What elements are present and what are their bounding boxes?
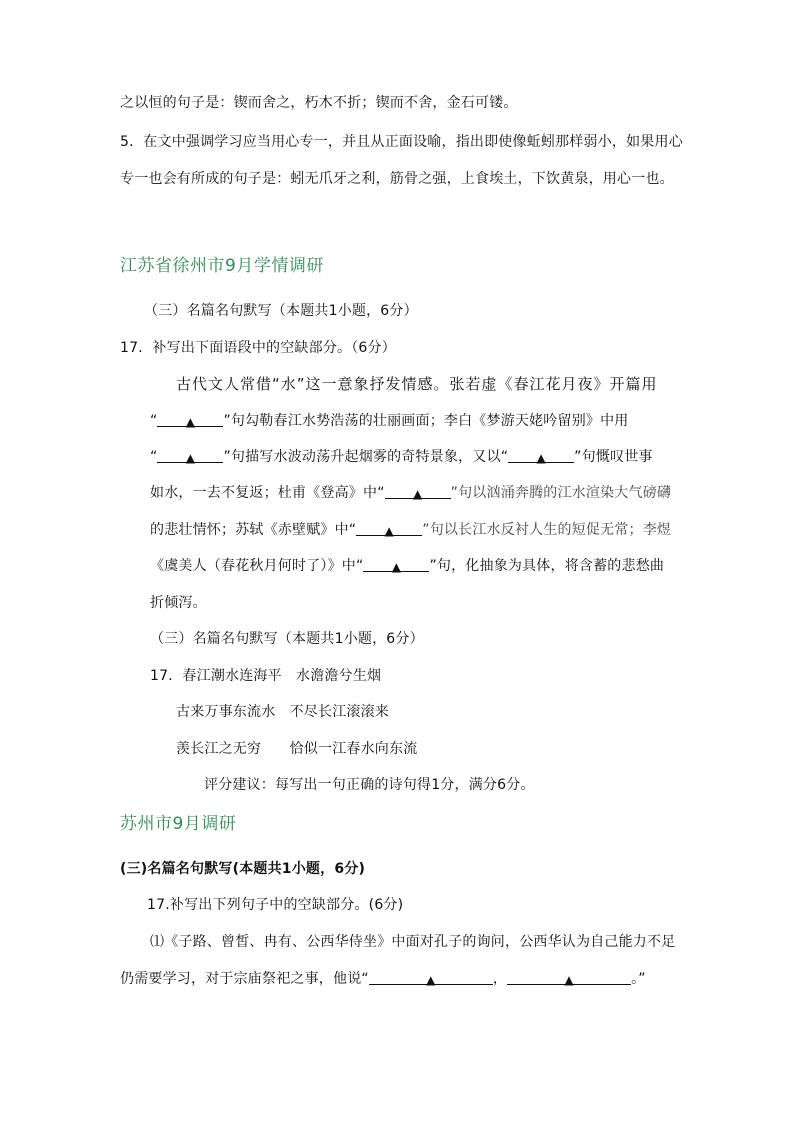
passage-text: ”句慨叹世事 (574, 449, 653, 465)
answer-blank-3[interactable] (508, 448, 574, 463)
triangle-marker-icon: ▲ (391, 560, 402, 574)
triangle-marker-icon: ▲ (564, 973, 574, 987)
passage-line-6 (150, 557, 664, 575)
answer-blank-7[interactable] (369, 970, 493, 985)
text-line: 之以恒的句子是：锲而舍之，朽木不折；锲而不舍，金石可镂。 (120, 95, 518, 111)
passage-text: ”句勾勒春江水势浩荡的壮丽画面；李白《梦游天姥吟留别》中用 (223, 413, 629, 429)
triangle-marker-icon: ▲ (185, 415, 196, 429)
quote-open: “ (150, 413, 158, 429)
triangle-marker-icon: ▲ (536, 451, 546, 465)
section-title: (三)名篇名句默写(本题共1小题，6分) (120, 861, 366, 877)
passage-text: ”句以长江水反衬人生的短促无常；李煜 (422, 522, 672, 538)
answer-line-1: 17．春江潮水连海平 水澹澹兮生烟 (150, 668, 382, 684)
section-title: （三）名篇名句默写（本题共1小题，6分） (144, 303, 418, 319)
triangle-marker-icon: ▲ (426, 973, 436, 987)
question-17-prompt: 17．补写出下面语段中的空缺部分。（6分） (120, 340, 396, 356)
quote-open: “ (150, 449, 158, 465)
section-heading-xuzhou: 江苏省徐州市9月学情调研 (120, 256, 324, 276)
triangle-marker-icon: ▲ (412, 487, 423, 501)
passage-line-3 (150, 448, 653, 466)
item-1-line-1: ⑴《子路、曾皙、冉有、公西华侍坐》中面对孔子的询问，公西华认为自己能力不足 (150, 934, 676, 950)
answer-section-title: （三）名篇名句默写（本题共1小题，6分） (150, 631, 424, 647)
passage-text: ”句，化抽象为具体，将含蓄的悲愁曲 (429, 558, 665, 574)
passage-text: ”句以汹涌奔腾的江水渲染大气磅礴 (450, 485, 672, 501)
passage-line-7: 折倾泻。 (150, 595, 207, 611)
section-heading-suzhou: 苏州市9月调研 (120, 814, 237, 834)
item-1-line-2 (120, 970, 646, 988)
answer-line-2: 古来万事东流水 不尽长江滚滚来 (176, 704, 389, 720)
triangle-marker-icon: ▲ (185, 451, 196, 465)
quote-close: 。” (631, 971, 646, 987)
passage-text: 如水，一去不复返；杜甫《登高》中“ (150, 485, 385, 501)
answer-blank-4[interactable] (385, 484, 451, 499)
answer-blank-2[interactable] (157, 448, 223, 463)
question-5-line-2: 专一也会有所成的句子是：蚓无爪牙之利，筋骨之强，上食埃土，下饮黄泉，用心一也。 (120, 171, 674, 187)
answer-blank-8[interactable] (507, 970, 631, 985)
comma: ， (492, 971, 508, 987)
passage-text: 《虞美人（春花秋月何时了）》中“ (150, 558, 364, 574)
passage-line-4 (150, 484, 671, 502)
passage-text: 仍需要学习，对于宗庙祭祀之事，他说“ (120, 971, 369, 987)
answer-line-3: 羡长江之无穷 恰似一江春水向东流 (176, 741, 418, 757)
passage-text: 的悲壮情怀；苏轼《赤壁赋》中“ (150, 522, 357, 538)
answer-blank-5[interactable] (356, 521, 422, 536)
question-17-prompt: 17.补写出下列句子中的空缺部分。(6分) (147, 897, 404, 913)
passage-line-5 (150, 521, 671, 539)
answer-blank-6[interactable] (363, 557, 429, 572)
scoring-note: 评分建议：每写出一句正确的诗句得1分，满分6分。 (204, 777, 535, 793)
triangle-marker-icon: ▲ (384, 524, 394, 538)
passage-line-1: 古代文人常借“水”这一意象抒发情感。张若虚《春江花月夜》开篇用 (176, 375, 658, 393)
passage-text: ”句描写水波动荡升起烟雾的奇特景象，又以“ (223, 449, 509, 465)
passage-line-2 (150, 412, 629, 430)
answer-blank-1[interactable] (157, 412, 223, 427)
question-5-line-1: 5．在文中强调学习应当用心专一，并且从正面设喻，指出即使像蚯蚓那样弱小，如果用心 (120, 134, 683, 150)
